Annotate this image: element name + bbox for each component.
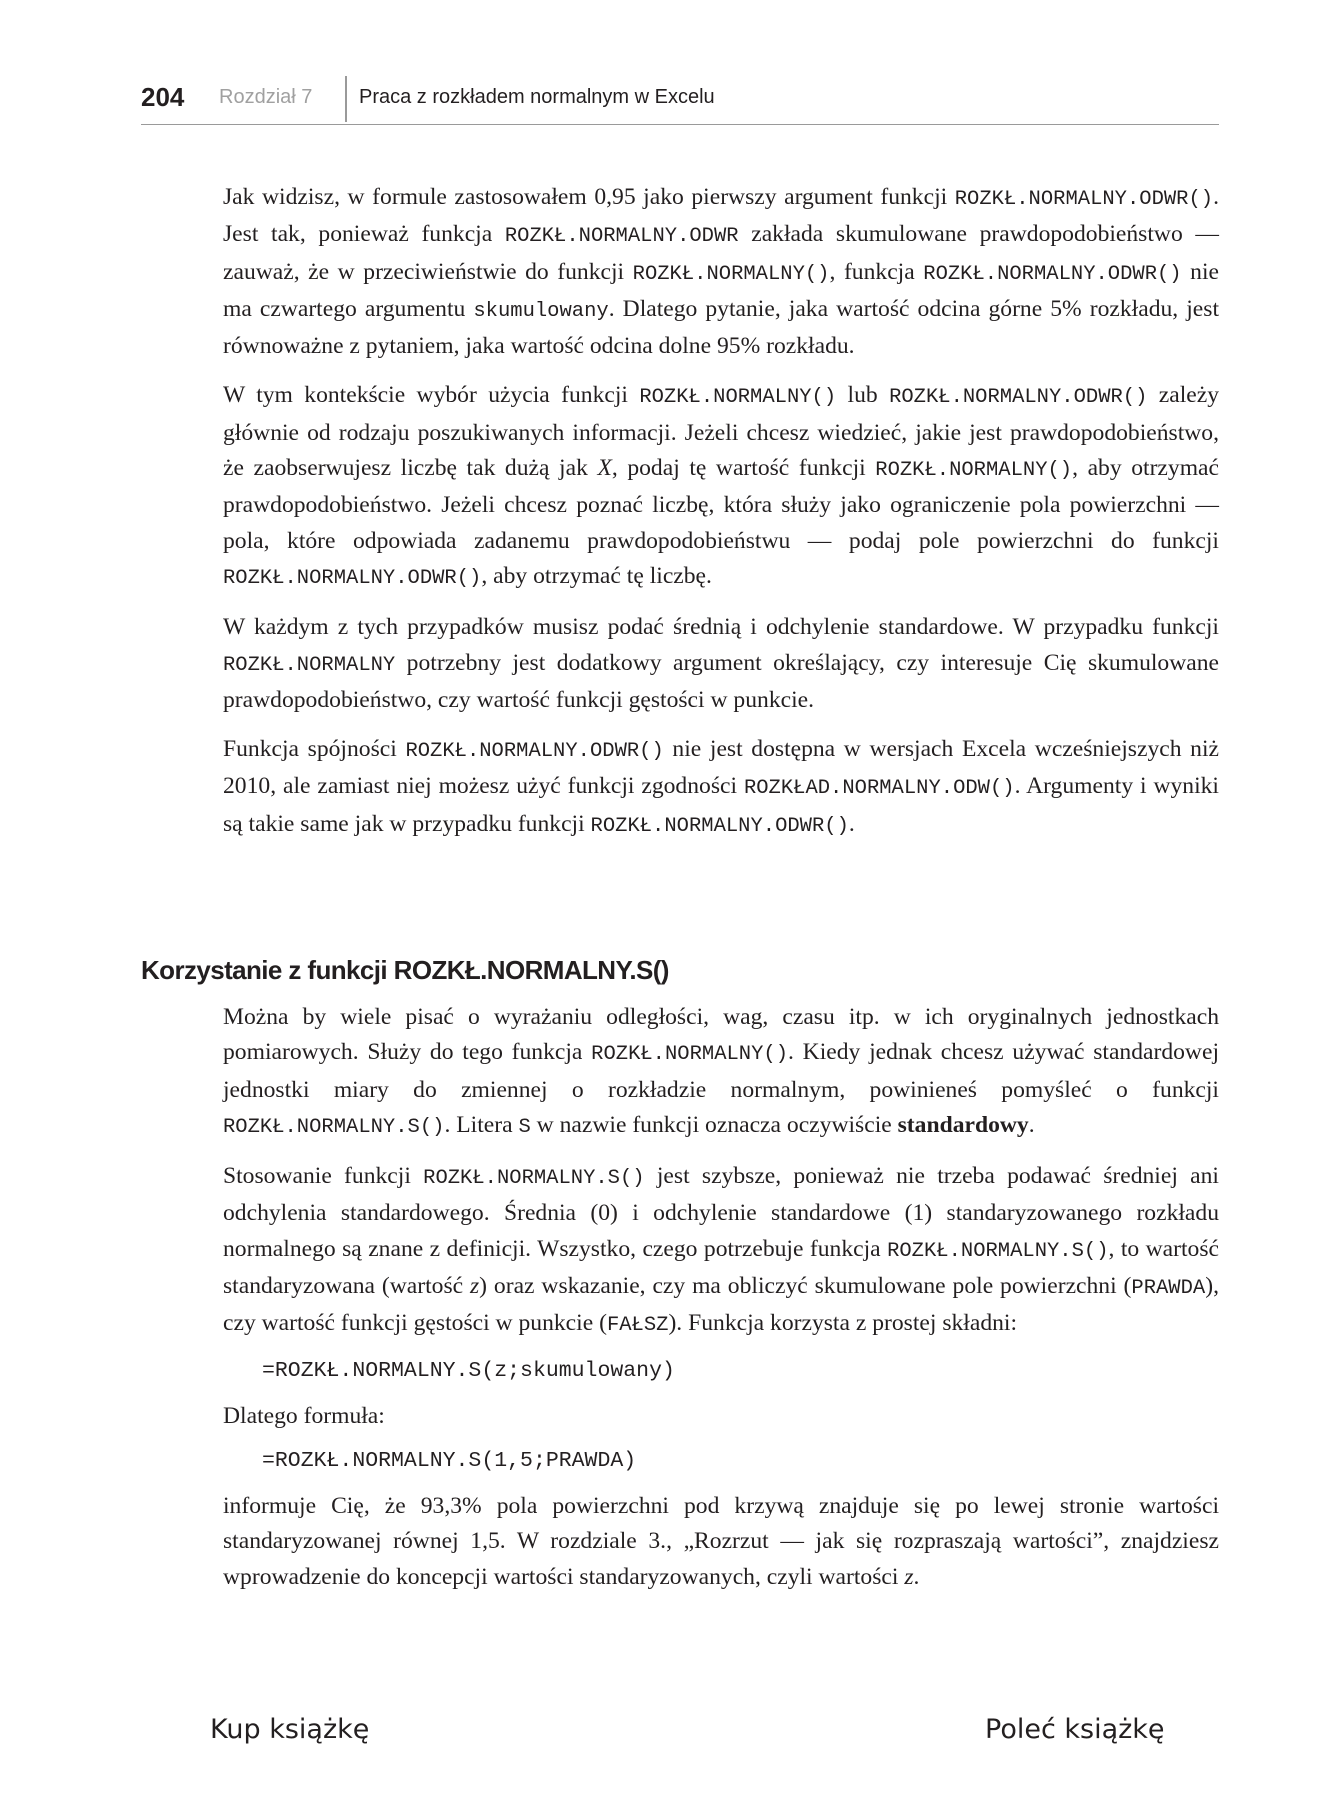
code-term: ROZKŁ.NORMALNY() (591, 1043, 789, 1067)
code-term: ROZKŁ.NORMALNY.S() (423, 1167, 645, 1191)
paragraph-8: informuje Cię, że 93,3% pola powierzchni pod krzywą znajduje się po lewej stronie wartości standaryzowanej równej 1,5. W rozdziale 3., „Rozrzut — jak się rozpraszają wartości”, znajdziesz wprowadzenie do koncepcji wartości standaryzowanych, czyli wartości z. (223, 1492, 1219, 1590)
header-divider (345, 76, 347, 122)
code-term: ROZKŁAD.NORMALNY.ODW() (743, 777, 1015, 801)
code-term: ROZKŁ.NORMALNY.ODWR() (954, 188, 1214, 211)
code-term: S (518, 1115, 531, 1139)
paragraph-4: Funkcja spójności ROZKŁ.NORMALNY.ODWR() nie jest dostępna w wersjach Excela wcześniejszych niż 2010, ale zamiast niej możesz użyć funkcji zgodności ROZKŁAD.NORMALNY.ODW(). Argumenty i wyniki są takie same jak w przypadku funkcji ROZKŁ.NORMALNY.ODWR(). (223, 736, 1219, 838)
buy-book-link[interactable]: Kup książkę (210, 1714, 370, 1745)
code-term: ROZKŁ.NORMALNY() (632, 262, 830, 286)
paragraph-1: Jak widzisz, w formule zastosowałem 0,95 jako pierwszy argument funkcji ROZKŁ.NORMALNY.ODWR(). Jest tak, ponieważ funkcja ROZKŁ.NORMALNY.ODWR zakłada skumulowane prawdopodobieństwo — zauważ, że w przeciwieństwie do funkcji ROZKŁ.NORMALNY(), funkcja ROZKŁ.NORMALNY.ODWR() nie ma czwartego argumentu skumulowany. Dlatego pytanie, jaka wartość odcina górne 5% rozkładu, jest równoważne z pytaniem, jaka wartość odcina dolne 95% rozkładu. (223, 184, 1220, 360)
paragraph-7: Dlatego formuła: (223, 1402, 385, 1429)
chapter-label: Rozdział 7 (219, 86, 313, 108)
body-block-1 (223, 180, 1219, 844)
code-term: ROZKŁ.NORMALNY.ODWR (504, 225, 739, 249)
code-term: ROZKŁ.NORMALNY.ODWR() (590, 814, 849, 838)
chapter-title: Praca z rozkładem normalnym w Excelu (359, 86, 715, 108)
code-term: ROZKŁ.NORMALNY.ODWR() (889, 386, 1148, 410)
code-term: FAŁSZ (606, 1314, 669, 1338)
code-term: ROZKŁ.NORMALNY.S() (223, 1115, 445, 1139)
code-term: PRAWDA (1131, 1277, 1206, 1301)
code-term: skumulowany (473, 299, 609, 323)
italic-term: X (597, 455, 612, 482)
paragraph-3: W każdym z tych przypadków musisz podać średnią i odchylenie standardowe. W przypadku funkcji ROZKŁ.NORMALNY potrzebny jest dodatkowy argument określający, czy interesuje Cię skumulowane prawdopodobieństwo, czy wartość funkcji gęstości w punkcie. (223, 614, 1219, 713)
running-header (141, 78, 1219, 125)
code-term: ROZKŁ.NORMALNY() (639, 386, 837, 410)
recommend-book-link[interactable]: Poleć książkę (985, 1714, 1165, 1745)
formula-syntax: =ROZKŁ.NORMALNY.S(z;skumulowany) (262, 1358, 675, 1383)
code-term: ROZKŁ.NORMALNY() (875, 459, 1073, 483)
page-number: 204 (141, 82, 185, 112)
formula-example: =ROZKŁ.NORMALNY.S(1,5;PRAWDA) (262, 1448, 637, 1473)
code-term: ROZKŁ.NORMALNY.ODWR() (923, 262, 1182, 286)
paragraph-6: Stosowanie funkcji ROZKŁ.NORMALNY.S() jest szybsze, ponieważ nie trzeba podawać średniej ani odchylenia standardowego. Średnia (0) i odchylenie standardowe (1) standaryzowanego rozkładu normalnego są znane z definicji. Wszystko, czego potrzebuje funkcja ROZKŁ.NORMALNY.S(), to wartość standaryzowana (wartość z) oraz wskazanie, czy ma obliczyć skumulowane pole powierzchni (PRAWDA), czy wartość funkcji gęstości w punkcie (FAŁSZ). Funkcja korzysta z prostej składni: (223, 1163, 1220, 1338)
italic-term: z (904, 1563, 914, 1590)
section-heading: Korzystanie z funkcji ROZKŁ.NORMALNY.S() (141, 955, 669, 985)
body-block-2 (223, 1000, 1219, 1595)
code-term: ROZKŁ.NORMALNY (223, 653, 396, 677)
italic-term: z (469, 1273, 480, 1300)
paragraph-5: Można by wiele pisać o wyrażaniu odległości, wag, czasu itp. w ich oryginalnych jednostkach pomiarowych. Służy do tego funkcja ROZKŁ.NORMALNY(). Kiedy jednak chcesz używać standardowej jednostki miary do zmiennej o rozkładzie normalnym, powinieneś pomyśleć o funkcji ROZKŁ.NORMALNY.S(). Litera S w nazwie funkcji oznacza oczywiście standardowy. (223, 1004, 1219, 1139)
code-term: ROZKŁ.NORMALNY.ODWR() (405, 740, 664, 764)
bold-term: standardowy (897, 1111, 1029, 1138)
code-term: ROZKŁ.NORMALNY.S() (887, 1239, 1109, 1263)
code-term: ROZKŁ.NORMALNY.ODWR() (223, 566, 482, 590)
paragraph-2: W tym kontekście wybór użycia funkcji ROZKŁ.NORMALNY() lub ROZKŁ.NORMALNY.ODWR() zależy głównie od rodzaju poszukiwanych informacji. Jeżeli chcesz wiedzieć, jakie jest prawdopodobieństwo, że zaobserwujesz liczbę tak dużą jak X, podaj tę wartość funkcji ROZKŁ.NORMALNY(), aby otrzymać prawdopodobieństwo. Jeżeli chcesz poznać liczbę, która służy jako ograniczenie pola powierzchni — pola, które odpowiada zadanemu prawdopodobieństwu — podaj pole powierzchni do funkcji ROZKŁ.NORMALNY.ODWR(), aby otrzymać tę liczbę. (223, 382, 1220, 590)
